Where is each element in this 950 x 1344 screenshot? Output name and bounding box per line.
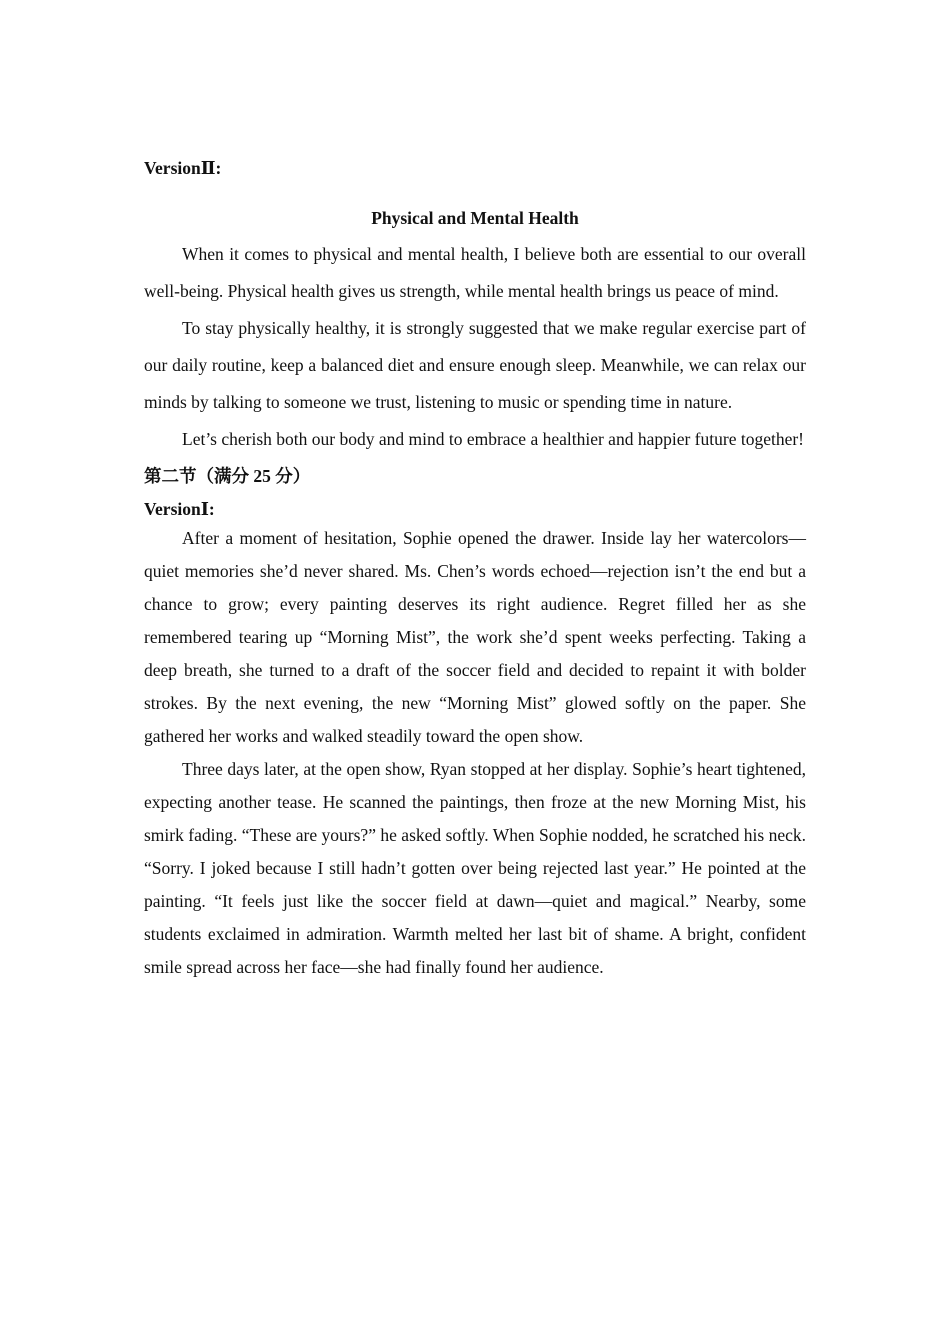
essay-paragraph: To stay physically healthy, it is strongly suggested that we make regular exercise part of our daily routine, keep a balanced diet and ensure enough sleep. Meanwhile, we can relax our minds by talking to someone we trust, listening to music or spending time in nature. — [144, 318, 806, 412]
essay-paragraph: When it comes to physical and mental health, I believe both are essential to our overall well-being. Physical health gives us strength, while mental health brings us peace of mind. — [144, 244, 806, 301]
essay-paragraph: Let’s cherish both our body and mind to embrace a healthier and happier future together! — [182, 429, 805, 449]
essay-title: Physical and Mental Health — [371, 208, 579, 228]
story-paragraph: After a moment of hesitation, Sophie opened the drawer. Inside lay her watercolors—quiet memories she’d never shared. Ms. Chen’s words echoed—rejection isn’t the end but a chance to grow; every painting deserves its right audience. Regret filled her as she remembered tearing up “Morning Mist”, the work she’d spent weeks perfecting. Taking a deep breath, she turned to a draft of the soccer field and decided to repaint it with bolder strokes. By the next evening, the new “Morning Mist” glowed softly on the paper. She gathered her works and walked steadily toward the open show. — [144, 528, 806, 746]
document-content — [144, 150, 806, 984]
version-two-label: VersionⅡ: — [144, 158, 222, 178]
version-one-label: VersionⅠ: — [144, 499, 215, 519]
story-paragraph: Three days later, at the open show, Ryan stopped at her display. Sophie’s heart tightened, expecting another tease. He scanned the paintings, then froze at the new Morning Mist, his smirk fading. “These are yours?” he asked softly. When Sophie nodded, he scratched his neck. “Sorry. I joked because I still hadn’t gotten over being rejected last year.” He pointed at the painting. “It feels just like the soccer field at dawn—quiet and magical.” Nearby, some students exclaimed in admiration. Warmth melted her last bit of shame. A bright, confident smile spread across her face—she had finally found her audience. — [144, 759, 806, 977]
section-heading: 第二节（满分 25 分） — [144, 466, 311, 486]
